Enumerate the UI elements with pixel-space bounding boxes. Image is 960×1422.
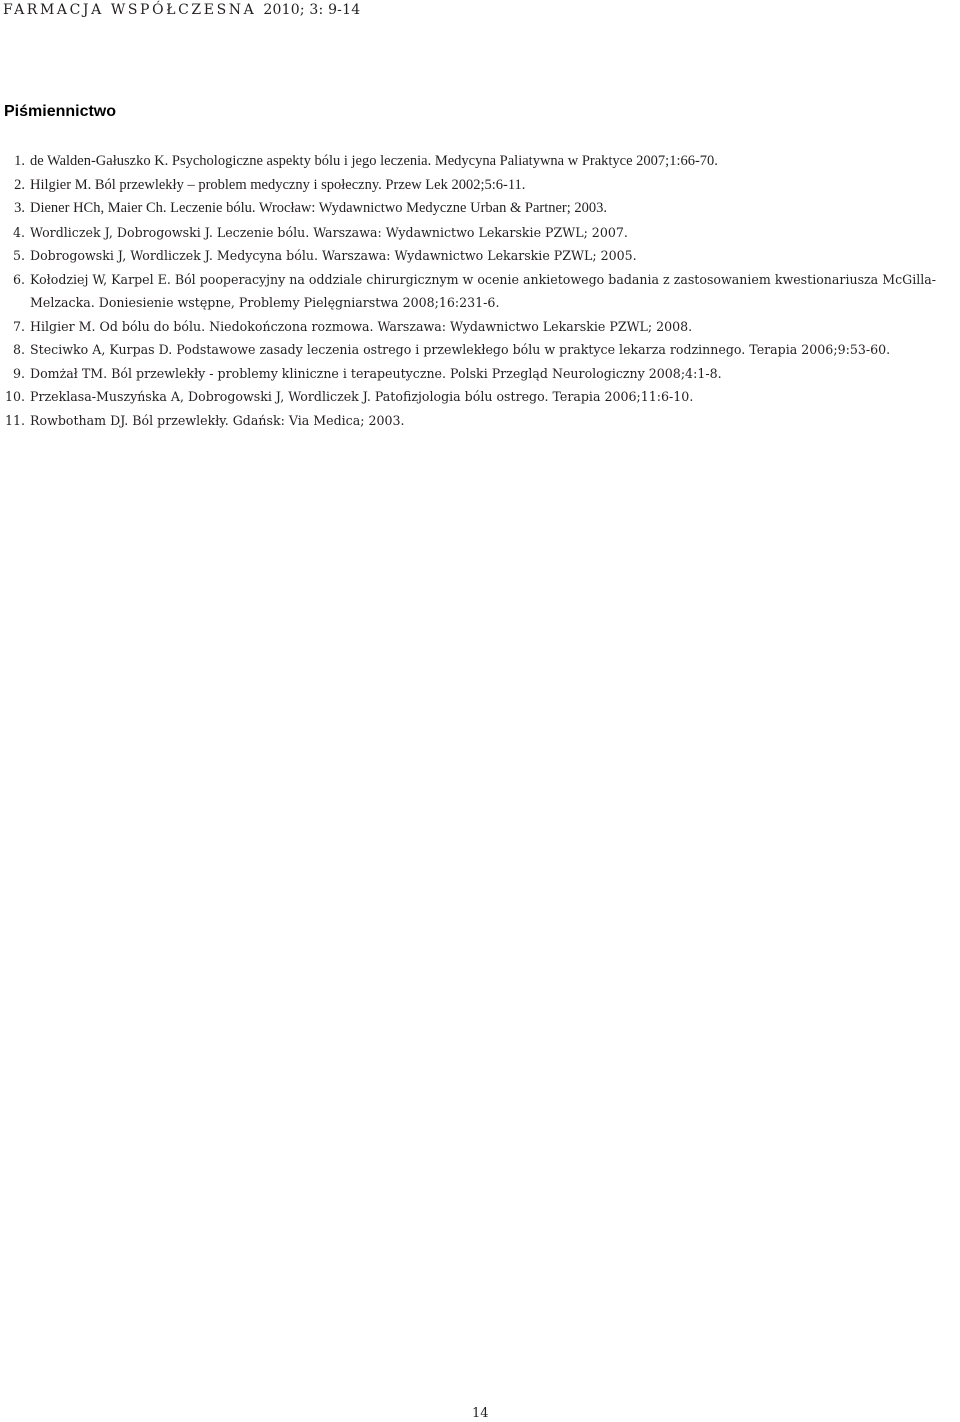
journal-issue: 2010; 3: 9-14 (263, 2, 361, 18)
reference-item (0, 221, 960, 245)
reference-number: 10. (4, 389, 25, 404)
reference-item (0, 244, 960, 268)
reference-text: Dobrogowski J, Wordliczek J. Medycyna bólu. Warszawa: Wydawnictwo Lekarskie PZWL; 2005. (30, 248, 637, 263)
reference-text: Przeklasa-Muszyńska A, Dobrogowski J, Wordliczek J. Patofizjologia bólu ostrego. Terapia 2006;11:6-10. (30, 389, 694, 404)
reference-item (0, 385, 960, 409)
running-header (3, 2, 360, 18)
reference-item (0, 315, 960, 339)
reference-number: 8. (12, 342, 25, 357)
page-number: 14 (472, 1406, 489, 1421)
reference-number: 6. (12, 271, 25, 287)
reference-text: Domżał TM. Ból przewlekły - problemy kliniczne i terapeutyczne. Polski Przegląd Neurologiczny 2008;4:1-8. (30, 365, 722, 381)
reference-number: 2. (14, 176, 25, 193)
reference-number: 1. (14, 153, 25, 169)
reference-text: Kołodziej W, Karpel E. Ból pooperacyjny na oddziale chirurgicznym w ocenie ankietowego badania z zastosowaniem kwestionariusza McGilla-Melzacka. Doniesienie wstępne, Problemy Pielęgniarstwa 2008;16:231-6. (30, 271, 937, 310)
reference-number: 4. (12, 224, 25, 240)
reference-text: Hilgier M. Od bólu do bólu. Niedokończona rozmowa. Warszawa: Wydawnictwo Lekarskie PZWL; 2008. (30, 318, 693, 334)
reference-text: Hilgier M. Ból przewlekły – problem medyczny i społeczny. Przew Lek 2002;5:6-11. (30, 176, 526, 193)
reference-number: 3. (14, 200, 25, 216)
reference-text: de Walden-Gałuszko K. Psychologiczne aspekty bólu i jego leczenia. Medycyna Paliatywna w Praktyce 2007;1:66-70. (30, 153, 718, 169)
reference-item (0, 268, 960, 315)
reference-text: Diener HCh, Maier Ch. Leczenie bólu. Wrocław: Wydawnictwo Medyczne Urban & Partner; 2003. (30, 200, 608, 216)
reference-number: 9. (12, 365, 25, 381)
reference-item (0, 150, 960, 174)
section-title: Piśmiennictwo (4, 103, 117, 120)
reference-list (0, 150, 960, 432)
reference-text: Wordliczek J, Dobrogowski J. Leczenie bólu. Warszawa: Wydawnictwo Lekarskie PZWL; 2007. (30, 224, 628, 240)
reference-text: Steciwko A, Kurpas D. Podstawowe zasady leczenia ostrego i przewlekłego bólu w praktyce lekarza rodzinnego. Terapia 2006;9:53-60. (30, 342, 891, 357)
reference-item (0, 362, 960, 386)
reference-item (0, 338, 960, 362)
reference-number: 5. (12, 248, 25, 263)
reference-item (0, 174, 960, 198)
journal-name: FARMACJA WSPÓŁCZESNA (3, 2, 257, 18)
reference-item (0, 409, 960, 433)
reference-number: 11. (4, 412, 25, 428)
reference-number: 7. (12, 318, 25, 334)
reference-item (0, 197, 960, 221)
reference-text: Rowbotham DJ. Ból przewlekły. Gdańsk: Via Medica; 2003. (30, 412, 405, 428)
